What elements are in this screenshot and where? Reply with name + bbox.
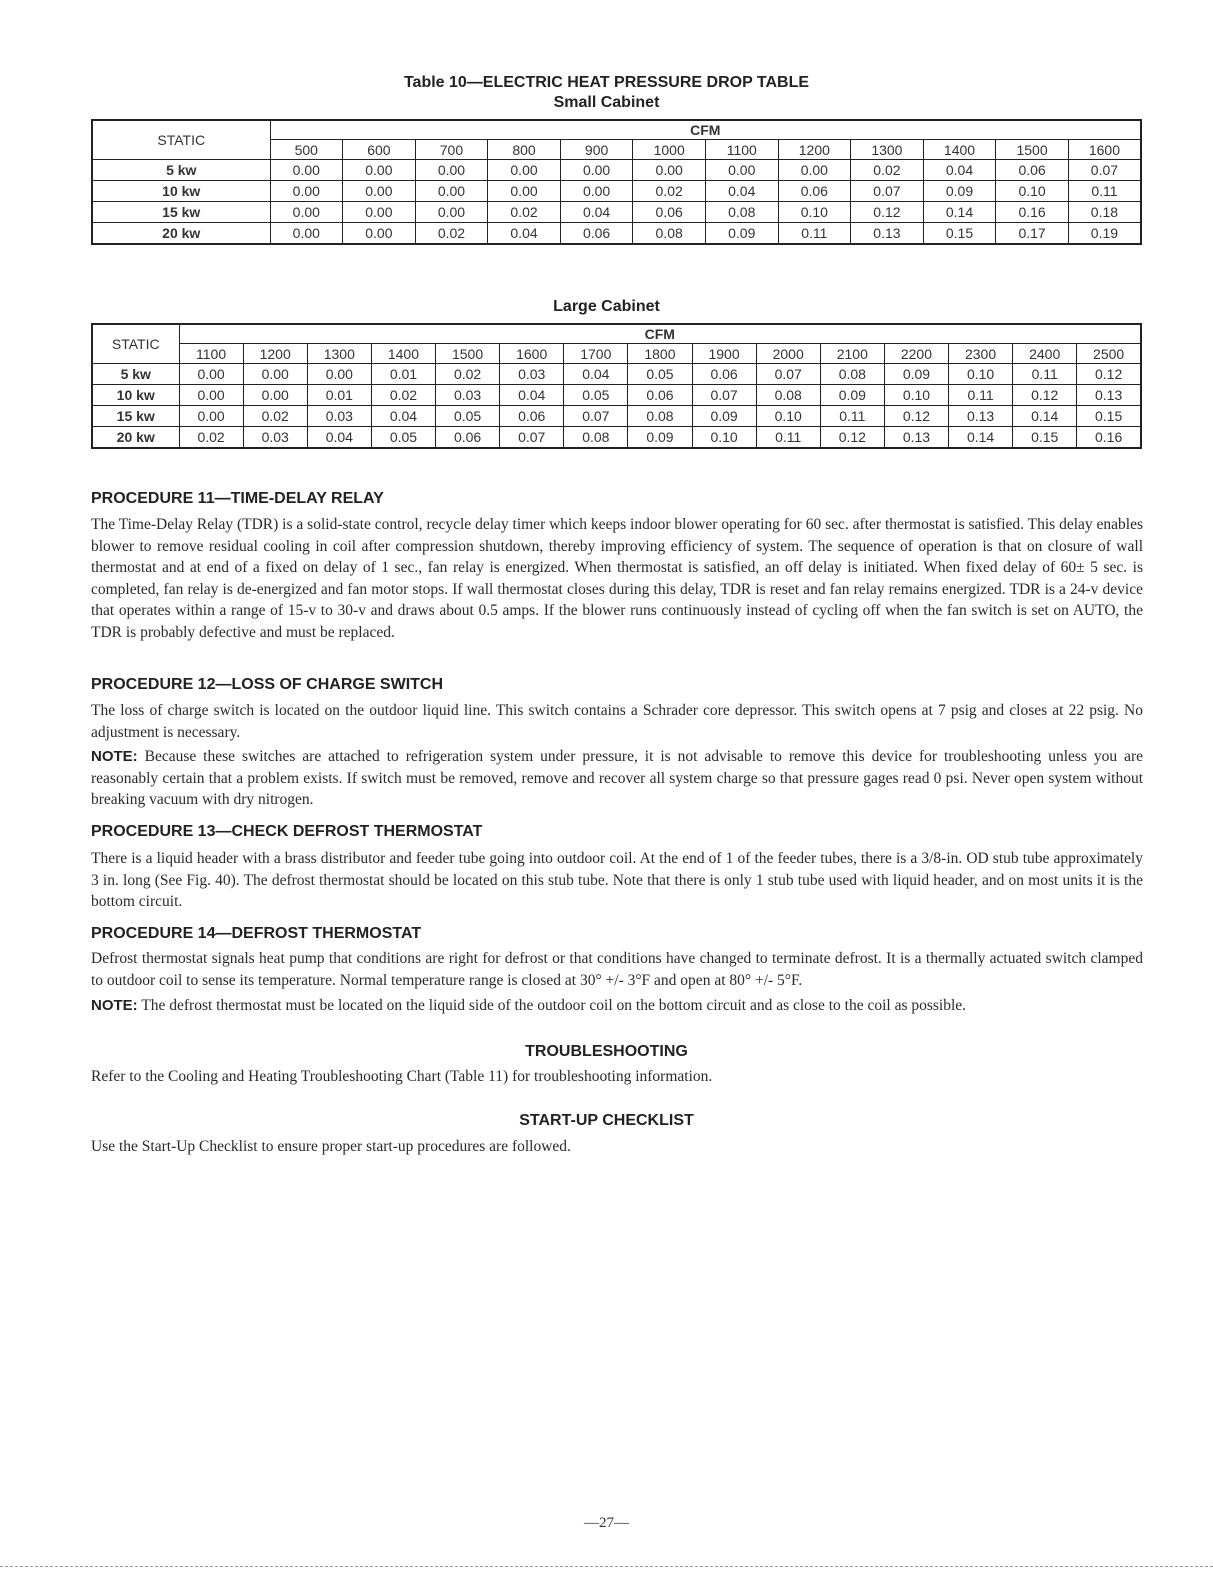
pressure-drop-cell: 0.00 (343, 181, 416, 202)
pressure-drop-cell: 0.00 (778, 160, 851, 181)
pressure-drop-cell: 0.12 (820, 427, 884, 449)
table-row (92, 385, 1141, 406)
pressure-drop-cell: 0.18 (1068, 202, 1141, 223)
pressure-drop-cell: 0.00 (415, 181, 488, 202)
table-title: Table 10—ELECTRIC HEAT PRESSURE DROP TABLE (403, 74, 810, 91)
pressure-drop-cell: 0.05 (628, 364, 692, 385)
pressure-drop-cell: 0.11 (756, 427, 820, 449)
cfm-value-cell: 2500 (1077, 344, 1141, 364)
pressure-drop-cell: 0.00 (415, 202, 488, 223)
cfm-value-cell: 600 (343, 140, 416, 160)
table-row (92, 202, 1141, 223)
pressure-drop-cell: 0.00 (343, 202, 416, 223)
table-row (92, 427, 1141, 449)
pressure-drop-cell: 0.06 (692, 364, 756, 385)
pressure-drop-cell: 0.00 (270, 181, 343, 202)
cfm-value-cell: 1100 (705, 140, 778, 160)
pressure-drop-cell: 0.14 (1013, 406, 1077, 427)
procedure-12-heading: PROCEDURE 12—LOSS OF CHARGE SWITCH (91, 676, 444, 693)
pressure-drop-cell: 0.10 (949, 364, 1013, 385)
pressure-drop-cell: 0.01 (371, 364, 435, 385)
pressure-drop-cell: 0.19 (1068, 223, 1141, 245)
pressure-drop-cell: 0.00 (243, 385, 307, 406)
pressure-drop-cell: 0.00 (633, 160, 706, 181)
pressure-drop-cell: 0.03 (436, 385, 500, 406)
pressure-drop-cell: 0.14 (949, 427, 1013, 449)
pressure-drop-cell: 0.02 (371, 385, 435, 406)
pressure-drop-cell: 0.01 (307, 385, 371, 406)
pressure-drop-cell: 0.00 (179, 406, 243, 427)
pressure-drop-cell: 0.12 (1077, 364, 1141, 385)
table-row (92, 364, 1141, 385)
procedure-13-text: There is a liquid header with a brass distributor and feeder tube going into outdoor coil. At the end of 1 of the feeder tubes, there is a 3/8-in. OD stub tube approximately 3 in. long (See Fig. 40). The defrost thermostat should be located on this stub tube. Note that there is only 1 stub tube used with liquid header, and on most units it is the bottom circuit. (91, 850, 1143, 911)
pressure-drop-cell: 0.08 (820, 364, 884, 385)
pressure-drop-cell: 0.06 (500, 406, 564, 427)
pressure-drop-cell: 0.02 (488, 202, 561, 223)
cfm-value-cell: 700 (415, 140, 488, 160)
pressure-drop-cell: 0.04 (500, 385, 564, 406)
cfm-value-cell: 1800 (628, 344, 692, 364)
pressure-drop-cell: 0.00 (270, 160, 343, 181)
procedure-13-heading: PROCEDURE 13—CHECK DEFROST THERMOSTAT (91, 823, 483, 840)
pressure-drop-cell: 0.07 (1068, 160, 1141, 181)
pressure-drop-cell: 0.05 (371, 427, 435, 449)
scan-edge-divider (0, 1566, 1213, 1567)
cfm-header: CFM (179, 324, 1141, 344)
pressure-drop-cell: 0.06 (633, 202, 706, 223)
pressure-drop-cell: 0.11 (778, 223, 851, 245)
pressure-drop-cell: 0.09 (820, 385, 884, 406)
pressure-drop-cell: 0.00 (343, 223, 416, 245)
pressure-drop-cell: 0.13 (851, 223, 924, 245)
pressure-drop-cell: 0.00 (705, 160, 778, 181)
cfm-value-cell: 900 (560, 140, 633, 160)
pressure-drop-cell: 0.10 (884, 385, 948, 406)
pressure-drop-cell: 0.08 (564, 427, 628, 449)
pressure-drop-cell: 0.06 (996, 160, 1069, 181)
procedure-12-note (91, 746, 1143, 811)
pressure-drop-cell: 0.00 (307, 364, 371, 385)
pressure-drop-cell: 0.11 (1013, 364, 1077, 385)
pressure-drop-cell: 0.09 (923, 181, 996, 202)
pressure-drop-cell: 0.15 (923, 223, 996, 245)
pressure-drop-cell: 0.00 (243, 364, 307, 385)
pressure-drop-cell: 0.09 (628, 427, 692, 449)
pressure-drop-cell: 0.00 (179, 385, 243, 406)
large-cabinet-table (91, 323, 1142, 449)
pressure-drop-cell: 0.00 (343, 160, 416, 181)
pressure-drop-cell: 0.05 (436, 406, 500, 427)
pressure-drop-cell: 0.04 (705, 181, 778, 202)
pressure-drop-cell: 0.00 (560, 181, 633, 202)
troubleshooting-text: Refer to the Cooling and Heating Troubleshooting Chart (Table 11) for troubleshooting information. (91, 1068, 713, 1085)
troubleshooting-heading: TROUBLESHOOTING (525, 1043, 688, 1060)
note-text: The defrost thermostat must be located on the liquid side of the outdoor coil on the bottom circuit and as close to the coil as possible. (141, 997, 967, 1014)
pressure-drop-cell: 0.09 (705, 223, 778, 245)
cfm-value-cell: 1400 (923, 140, 996, 160)
pressure-drop-cell: 0.16 (1077, 427, 1141, 449)
pressure-drop-cell: 0.03 (243, 427, 307, 449)
cfm-value-cell: 500 (270, 140, 343, 160)
pressure-drop-cell: 0.10 (996, 181, 1069, 202)
pressure-drop-cell: 0.05 (564, 385, 628, 406)
pressure-drop-cell: 0.03 (500, 364, 564, 385)
cfm-value-cell: 1500 (436, 344, 500, 364)
note-text: Because these switches are attached to refrigeration system under pressure, it is not advisable to remove this device for troubleshooting unless you are reasonably certain that a problem exists. If switch must be removed, remove and recover all system charge so that pressure gages read 0 psi. Never open system without breaking vacuum with dry nitrogen. (91, 748, 1143, 809)
row-label: 5 kw (92, 364, 179, 385)
small-cabinet-table (91, 119, 1142, 245)
pressure-drop-cell: 0.02 (179, 427, 243, 449)
table-row (92, 160, 1141, 181)
pressure-drop-cell: 0.10 (692, 427, 756, 449)
cfm-values-row (92, 344, 1141, 364)
pressure-drop-cell: 0.11 (1068, 181, 1141, 202)
pressure-drop-cell: 0.06 (628, 385, 692, 406)
static-header: STATIC (92, 120, 270, 160)
pressure-drop-cell: 0.04 (371, 406, 435, 427)
cfm-value-cell: 1400 (371, 344, 435, 364)
cfm-value-cell: 800 (488, 140, 561, 160)
pressure-drop-cell: 0.02 (415, 223, 488, 245)
row-label: 20 kw (92, 223, 270, 245)
pressure-drop-cell: 0.13 (1077, 385, 1141, 406)
cfm-value-cell: 1900 (692, 344, 756, 364)
pressure-drop-cell: 0.07 (756, 364, 820, 385)
pressure-drop-cell: 0.04 (307, 427, 371, 449)
pressure-drop-cell: 0.09 (692, 406, 756, 427)
pressure-drop-cell: 0.00 (488, 160, 561, 181)
pressure-drop-cell: 0.16 (996, 202, 1069, 223)
pressure-drop-cell: 0.07 (851, 181, 924, 202)
pressure-drop-cell: 0.11 (820, 406, 884, 427)
static-header: STATIC (92, 324, 179, 364)
pressure-drop-cell: 0.00 (488, 181, 561, 202)
cfm-value-cell: 1600 (500, 344, 564, 364)
pressure-drop-cell: 0.00 (415, 160, 488, 181)
table-row (92, 223, 1141, 245)
pressure-drop-cell: 0.15 (1077, 406, 1141, 427)
pressure-drop-cell: 0.13 (949, 406, 1013, 427)
table-row (92, 406, 1141, 427)
pressure-drop-cell: 0.13 (884, 427, 948, 449)
pressure-drop-cell: 0.06 (778, 181, 851, 202)
pressure-drop-cell: 0.10 (778, 202, 851, 223)
startup-checklist-text: Use the Start-Up Checklist to ensure proper start-up procedures are followed. (91, 1138, 571, 1155)
table-row (92, 181, 1141, 202)
pressure-drop-cell: 0.10 (756, 406, 820, 427)
pressure-drop-cell: 0.02 (436, 364, 500, 385)
pressure-drop-cell: 0.04 (560, 202, 633, 223)
row-label: 15 kw (92, 406, 179, 427)
pressure-drop-cell: 0.08 (705, 202, 778, 223)
pressure-drop-cell: 0.06 (436, 427, 500, 449)
pressure-drop-cell: 0.04 (923, 160, 996, 181)
pressure-drop-cell: 0.12 (884, 406, 948, 427)
procedure-14-note (91, 995, 1143, 1017)
procedure-11-heading: PROCEDURE 11—TIME-DELAY RELAY (91, 490, 384, 507)
pressure-drop-cell: 0.02 (243, 406, 307, 427)
pressure-drop-cell: 0.04 (488, 223, 561, 245)
large-cabinet-subtitle: Large Cabinet (553, 298, 660, 315)
cfm-value-cell: 1300 (851, 140, 924, 160)
cfm-value-cell: 2100 (820, 344, 884, 364)
procedure-14-text: Defrost thermostat signals heat pump that conditions are right for defrost or that conditions have changed to terminate defrost. It is a thermally actuated switch clamped to outdoor coil to sense its temperature. Normal temperature range is closed at 30° +/- 3°F and open at 80° +/- 5°F. (91, 950, 1143, 989)
row-label: 10 kw (92, 385, 179, 406)
page-number: —27— (584, 1515, 629, 1531)
note-label: NOTE: (91, 748, 138, 765)
procedure-12-text: The loss of charge switch is located on the outdoor liquid line. This switch contains a Schrader core depressor. This switch opens at 7 psig and closes at 22 psig. No adjustment is necessary. (91, 702, 1143, 741)
cfm-value-cell: 2300 (949, 344, 1013, 364)
cfm-value-cell: 1000 (633, 140, 706, 160)
pressure-drop-cell: 0.07 (564, 406, 628, 427)
cfm-value-cell: 2400 (1013, 344, 1077, 364)
cfm-value-cell: 1500 (996, 140, 1069, 160)
pressure-drop-cell: 0.04 (564, 364, 628, 385)
cfm-value-cell: 1300 (307, 344, 371, 364)
pressure-drop-cell: 0.02 (633, 181, 706, 202)
note-label: NOTE: (91, 997, 138, 1014)
startup-checklist-heading: START-UP CHECKLIST (519, 1112, 694, 1129)
pressure-drop-cell: 0.00 (270, 223, 343, 245)
row-label: 15 kw (92, 202, 270, 223)
pressure-drop-cell: 0.00 (179, 364, 243, 385)
pressure-drop-cell: 0.00 (560, 160, 633, 181)
pressure-drop-cell: 0.00 (270, 202, 343, 223)
pressure-drop-cell: 0.17 (996, 223, 1069, 245)
pressure-drop-cell: 0.15 (1013, 427, 1077, 449)
pressure-drop-cell: 0.07 (692, 385, 756, 406)
pressure-drop-cell: 0.14 (923, 202, 996, 223)
row-label: 10 kw (92, 181, 270, 202)
pressure-drop-cell: 0.07 (500, 427, 564, 449)
pressure-drop-cell: 0.03 (307, 406, 371, 427)
cfm-value-cell: 2200 (884, 344, 948, 364)
cfm-header: CFM (270, 120, 1141, 140)
cfm-value-cell: 1600 (1068, 140, 1141, 160)
procedure-11-text: The Time-Delay Relay (TDR) is a solid-state control, recycle delay timer which keeps indoor blower operating for 60 sec. after thermostat is satisfied. This delay enables blower to remove residual cooling in coil after compression shutdown, thereby improving efficiency of system. The sequence of operation is that on closure of wall thermostat and at end of a fixed on delay of 1 sec., fan relay is energized. When thermostat is satisfied, an off delay is initiated. When fixed delay of 60± 5 sec. is completed, fan relay is de-energized and fan motor stops. If wall thermostat closes during this delay, TDR is reset and fan relay remains energized. TDR is a 24-v device that operates within a range of 15-v to 30-v and draws about 0.5 amps. If the blower runs continuously instead of cycling off when the fan switch is set on AUTO, the TDR is probably defective and must be replaced. (91, 516, 1143, 641)
pressure-drop-cell: 0.08 (633, 223, 706, 245)
cfm-value-cell: 1100 (179, 344, 243, 364)
small-cabinet-subtitle: Small Cabinet (553, 94, 660, 111)
cfm-value-cell: 2000 (756, 344, 820, 364)
row-label: 20 kw (92, 427, 179, 449)
row-label: 5 kw (92, 160, 270, 181)
pressure-drop-cell: 0.09 (884, 364, 948, 385)
procedure-14-heading: PROCEDURE 14—DEFROST THERMOSTAT (91, 925, 422, 942)
pressure-drop-cell: 0.02 (851, 160, 924, 181)
cfm-value-cell: 1700 (564, 344, 628, 364)
pressure-drop-cell: 0.11 (949, 385, 1013, 406)
pressure-drop-cell: 0.06 (560, 223, 633, 245)
cfm-value-cell: 1200 (778, 140, 851, 160)
pressure-drop-cell: 0.12 (851, 202, 924, 223)
pressure-drop-cell: 0.08 (628, 406, 692, 427)
pressure-drop-cell: 0.12 (1013, 385, 1077, 406)
pressure-drop-cell: 0.08 (756, 385, 820, 406)
cfm-value-cell: 1200 (243, 344, 307, 364)
